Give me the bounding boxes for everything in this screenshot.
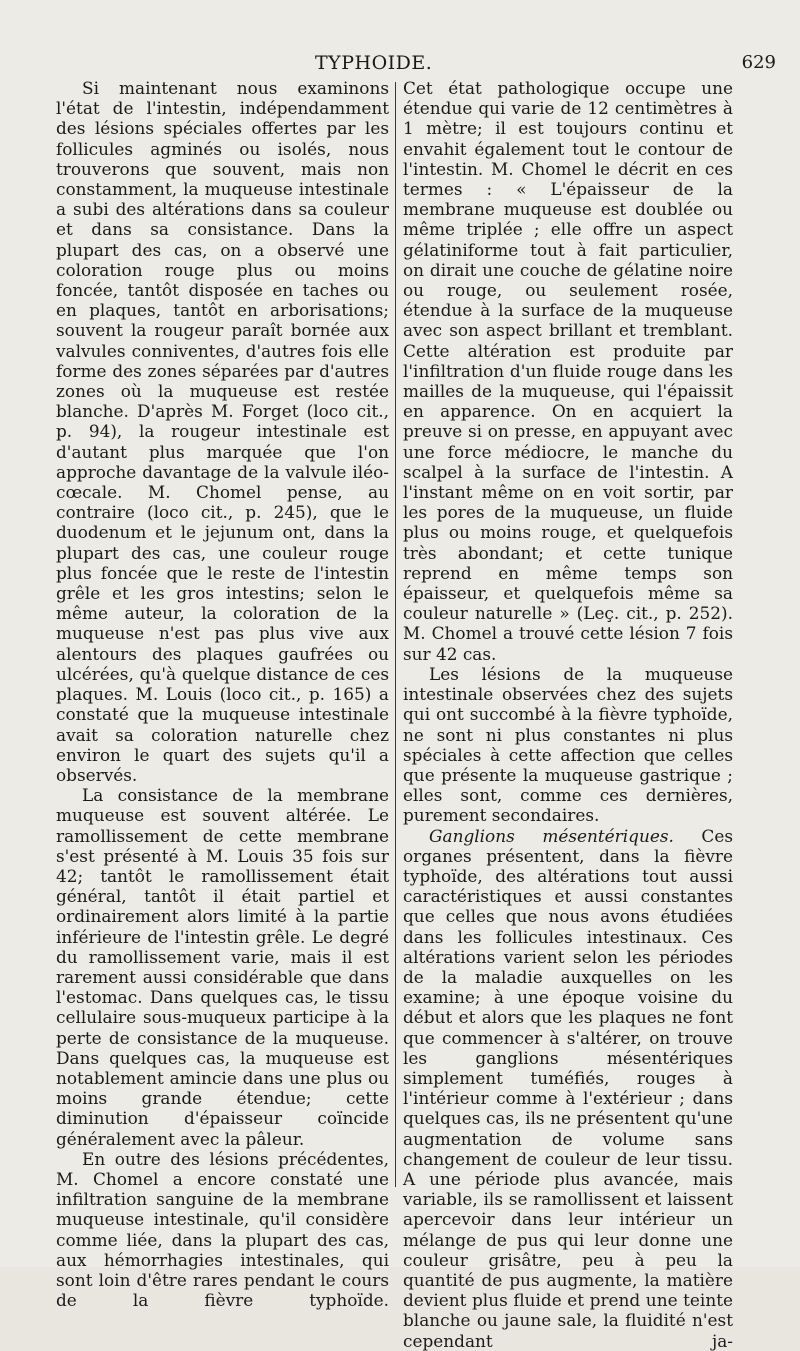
paragraph: Les lésions de la muqueuse intestinale observées chez des sujets qui ont succombé à la fièvre typhoïde, ne sont ni plus constantes ni plus spéciales à cette affection que celles que présente la muqueuse gastrique ; elles sont, comme ces dernières, purement secondaires. xyxy=(403,663,733,826)
paragraph xyxy=(403,826,733,1351)
paragraph: La consistance de la membrane muqueuse est souvent altérée. Le ramollissement de cette membrane s'est présenté à M. Louis 35 fois sur 42; tantôt le ramollissement était général, tantôt il était partiel et ordinairement alors limité à la partie inférieure de l'intestin grêle. Le degré du ramollissement varie, mais il est rarement aussi considérable que dans l'estomac. Dans quelques cas, le tissu cellulaire sous-muqueux participe à la perte de consistance de la muqueuse. Dans quelques cas, la muqueuse est notablement amincie dans une plus ou moins grande étendue; cette diminution d'épaisseur coïncide généralement avec la pâleur. xyxy=(56,785,389,1149)
section-lead-term: Ganglions mésentériques. xyxy=(429,825,674,846)
paragraph: En outre des lésions précédentes, M. Chomel a encore constaté une infiltration sanguine de la membrane muqueuse intestinale, qu'il considère comme liée, dans la plupart des cas, aux hémorrhagies intestinales, qui sont loin d'être rares pendant le cours de la fièvre typhoïde. xyxy=(56,1148,389,1311)
running-title: TYPHOIDE. xyxy=(315,52,433,74)
paragraph: Cet état pathologique occupe une étendue qui varie de 12 centimètres à 1 mètre; il est toujours continu et envahit également tout le contour de l'intestin. M. Chomel le décrit en ces termes : « L'épaisseur de la membrane muqueuse est doublée ou même triplée ; elle offre un aspect gélatiniforme tout à fait particulier, on dirait une couche de gélatine noire ou rouge, ou seulement rosée, étendue à la surface de la muqueuse avec son aspect brillant et tremblant. Cette altération est produite par l'infiltration d'un fluide rouge dans les mailles de la muqueuse, qui l'épaissit en apparence. On en acquiert la preuve si on presse, en appuyant avec une force médiocre, le manche du scalpel à la surface de l'intestin. A l'instant même on en voit sortir, par les pores de la muqueuse, un fluide plus ou moins rouge, et quelquefois très abondant; et cette tunique reprend en même temps son épaisseur, et quelquefois même sa couleur naturelle » (Leç. cit., p. 252). M. Chomel a trouvé cette lésion 7 fois sur 42 cas. xyxy=(403,78,733,664)
paragraph: Si maintenant nous examinons l'état de l'intestin, indépendamment des lésions spéciales offertes par les follicules agminés ou isolés, nous trouverons que souvent, mais non constamment, la muqueuse intestinale a subi des altérations dans sa couleur et dans sa consistance. Dans la plupart des cas, on a observé une coloration rouge plus ou moins foncée, tantôt disposée en taches ou en plaques, tantôt en arborisations; souvent la rougeur paraît bornée aux valvules conniventes, d'autres fois elle forme des zones séparées par d'autres zones où la muqueuse est restée blanche. D'après M. Forget (loco cit., p. 94), la rougeur intestinale est d'autant plus marquée que l'on approche davantage de la valvule iléo-cœcale. M. Chomel pense, au contraire (loco cit., p. 245), que le duodenum et le jejunum ont, dans la plupart des cas, une couleur rouge plus foncée que le reste de l'intestin grêle et les gros intestins; selon le même auteur, la coloration de la muqueuse n'est pas plus vive aux alentours des plaques gaufrées ou ulcérées, qu'à quelque distance de ces plaques. M. Louis (loco cit., p. 165) a constaté que la muqueuse intestinale avait sa coloration naturelle chez environ le quart des sujets qu'il a observés. xyxy=(56,78,389,785)
page-number: 629 xyxy=(741,52,776,73)
column-divider xyxy=(395,82,396,1187)
left-column xyxy=(56,78,389,1311)
paragraph-text: Ces organes présentent, dans la fièvre typhoïde, des altérations tout aussi caractéristiques et aussi constantes que celles que nous avons étudiées dans les follicules intestinaux. Ces altérations varient selon les périodes de la maladie auxquelles on les examine; à une époque voisine du début et alors que les plaques ne font que commencer à s'altérer, on trouve les ganglions mésentériques simplement tuméfiés, rouges à l'intérieur comme à l'extérieur ; dans quelques cas, ils ne présentent qu'une augmentation de volume sans changement de couleur de leur tissu. A une période plus avancée, mais variable, ils se ramollissent et laissent apercevoir dans leur intérieur un mélange de pus qui leur donne une couleur grisâtre, peu à peu la quantité de pus augmente, la matière devient plus fluide et prend une teinte blanche ou jaune sale, la fluidité n'est cependant ja- xyxy=(403,825,733,1351)
right-column xyxy=(403,78,733,1351)
